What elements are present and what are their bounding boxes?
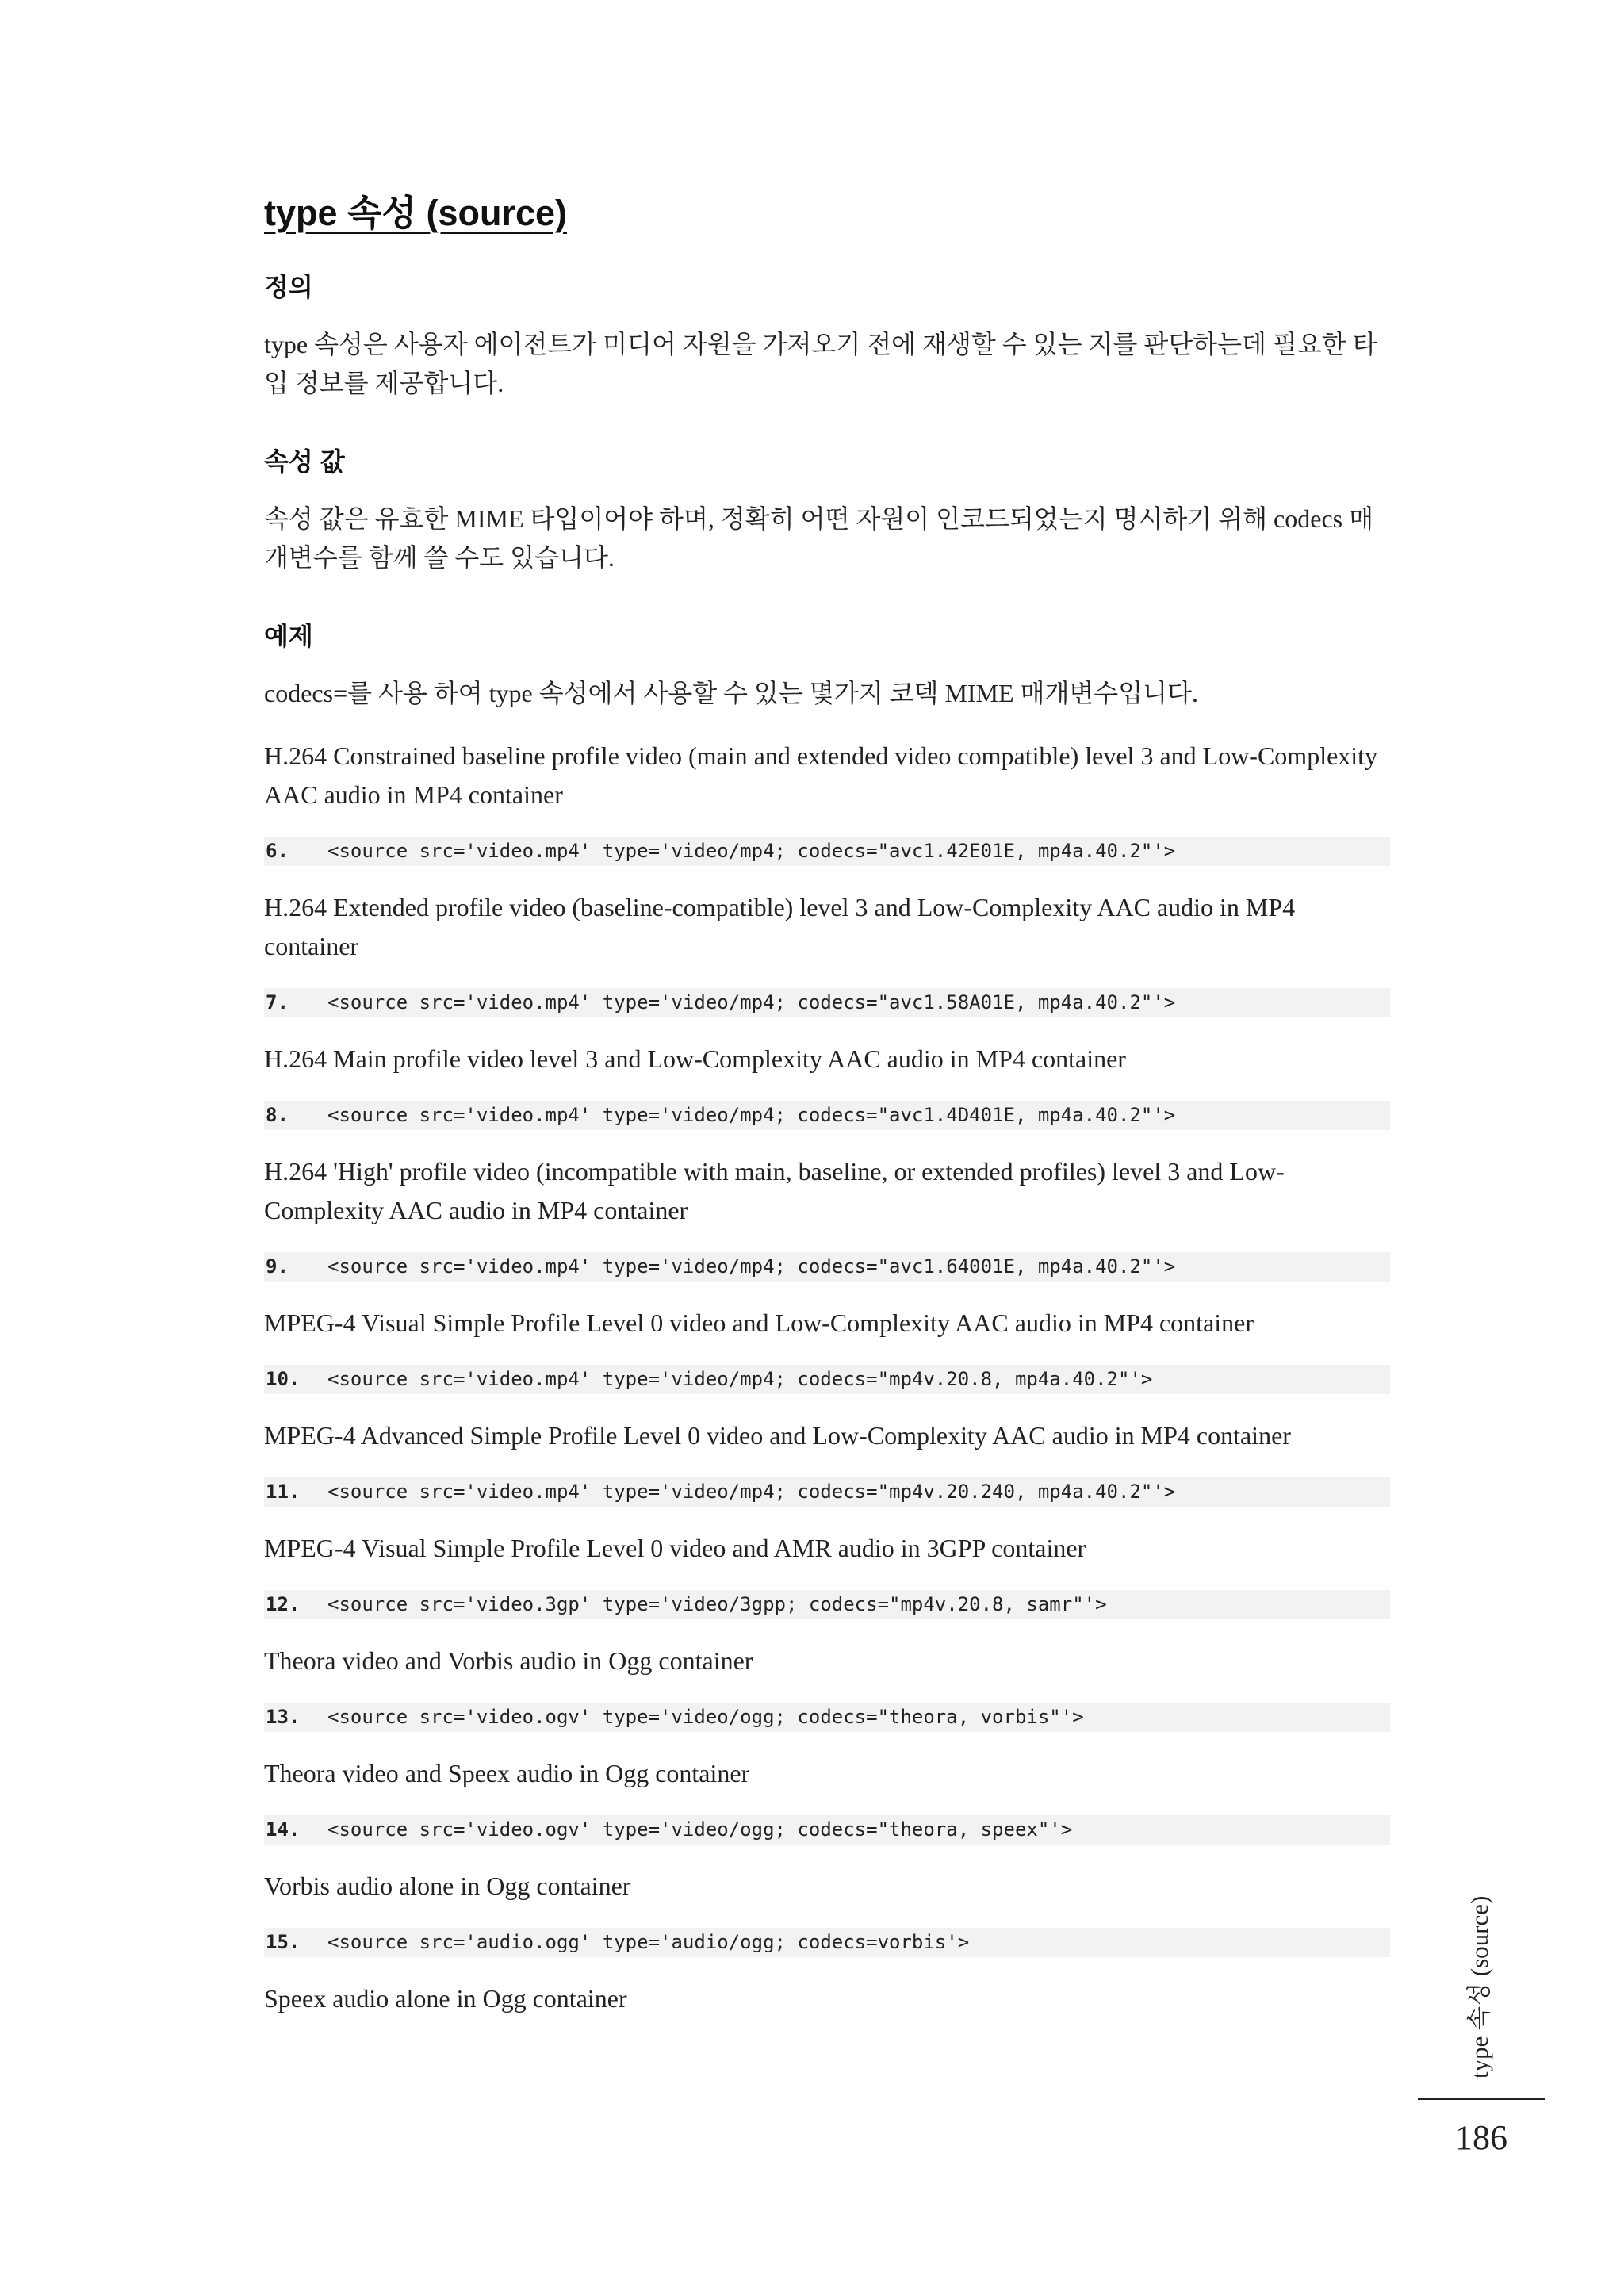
code-line (264, 1590, 1390, 1619)
attribute-value-heading: 속성 값 (264, 447, 345, 476)
final-example-description: Speex audio alone in Ogg container (264, 1984, 627, 2013)
example-item (264, 1304, 1390, 1394)
code-text: <source src='video.ogv' type='video/ogg; codecs="theora, vorbis"'> (327, 1706, 1084, 1728)
code-line (264, 1928, 1390, 1957)
code-line (264, 837, 1390, 866)
example-item (264, 1152, 1390, 1282)
code-line (264, 1365, 1390, 1394)
code-text: <source src='video.mp4' type='video/mp4; codecs="avc1.64001E, mp4a.40.2"'> (327, 1255, 1176, 1278)
definition-heading: 정의 (264, 273, 313, 301)
page-title: type 속성 (source) (264, 193, 568, 233)
code-line-number: 15. (266, 1931, 301, 1953)
attribute-value-text: 속성 값은 유효한 MIME 타입이어야 하며, 정확히 어떤 자원이 인코드되었는지 명시하기 위해 codecs 매개변수를 함께 쓸 수도 있습니다. (264, 504, 1374, 572)
code-line-number: 7. (266, 991, 289, 1013)
code-line (264, 1477, 1390, 1507)
code-text: <source src='video.mp4' type='video/mp4; codecs="avc1.4D401E, mp4a.40.2"'> (327, 1104, 1176, 1126)
example-description: H.264 Main profile video level 3 and Low-Complexity AAC audio in MP4 container (264, 1044, 1126, 1073)
code-line (264, 1815, 1390, 1845)
example-item (264, 1642, 1390, 1732)
example-intro: codecs=를 사용 하여 type 속성에서 사용할 수 있는 몇가지 코덱 MIME 매개변수입니다. (264, 679, 1198, 707)
example-description: MPEG-4 Visual Simple Profile Level 0 video and AMR audio in 3GPP container (264, 1534, 1086, 1562)
example-description: H.264 Constrained baseline profile video (main and extended video compatible) level 3 and Low-Complexity AAC audio in MP4 container (264, 741, 1378, 809)
example-description: Theora video and Vorbis audio in Ogg container (264, 1646, 753, 1675)
side-tab-label: type 속성 (source) (1465, 1895, 1493, 2079)
page-number: 186 (1455, 2118, 1507, 2157)
example-description: MPEG-4 Visual Simple Profile Level 0 video and Low-Complexity AAC audio in MP4 container (264, 1308, 1254, 1337)
code-text: <source src='video.3gp' type='video/3gpp; codecs="mp4v.20.8, samr"'> (327, 1593, 1107, 1615)
code-line (264, 1252, 1390, 1282)
example-item (264, 1416, 1390, 1507)
example-item (264, 888, 1390, 1017)
example-item (264, 1867, 1390, 1957)
code-line (264, 988, 1390, 1017)
example-description: H.264 Extended profile video (baseline-compatible) level 3 and Low-Complexity AAC audio in MP4 container (264, 893, 1296, 960)
code-line-number: 8. (266, 1104, 289, 1126)
example-item (264, 1754, 1390, 1845)
example-item (264, 1040, 1390, 1130)
code-line-number: 6. (266, 840, 289, 862)
code-line (264, 1101, 1390, 1130)
code-text: <source src='video.mp4' type='video/mp4; codecs="avc1.42E01E, mp4a.40.2"'> (327, 840, 1176, 862)
document-body (264, 189, 1390, 2040)
code-text: <source src='video.mp4' type='video/mp4; codecs="mp4v.20.240, mp4a.40.2"'> (327, 1481, 1176, 1503)
example-heading: 예제 (264, 622, 313, 650)
example-item (264, 737, 1390, 866)
code-line-number: 14. (266, 1818, 301, 1841)
code-text: <source src='video.ogv' type='video/ogg; codecs="theora, speex"'> (327, 1818, 1073, 1841)
code-line (264, 1703, 1390, 1732)
footer-divider (1418, 2098, 1545, 2100)
code-line-number: 13. (266, 1706, 301, 1728)
code-line-number: 10. (266, 1368, 301, 1390)
code-line-number: 11. (266, 1481, 301, 1503)
definition-text: type 속성은 사용자 에이전트가 미디어 자원을 가져오기 전에 재생할 수 있는 지를 판단하는데 필요한 타입 정보를 제공합니다. (264, 330, 1377, 397)
example-description: Vorbis audio alone in Ogg container (264, 1872, 631, 1900)
side-tab (1418, 1868, 1545, 2098)
example-description: H.264 'High' profile video (incompatible with main, baseline, or extended profiles) level 3 and Low-Complexity AAC audio in MP4 container (264, 1157, 1285, 1224)
code-text: <source src='video.mp4' type='video/mp4; codecs="avc1.58A01E, mp4a.40.2"'> (327, 991, 1176, 1013)
example-item (264, 1529, 1390, 1619)
code-line-number: 12. (266, 1593, 301, 1615)
example-description: Theora video and Speex audio in Ogg container (264, 1759, 750, 1787)
example-description: MPEG-4 Advanced Simple Profile Level 0 video and Low-Complexity AAC audio in MP4 container (264, 1421, 1291, 1450)
code-text: <source src='video.mp4' type='video/mp4; codecs="mp4v.20.8, mp4a.40.2"'> (327, 1368, 1153, 1390)
code-text: <source src='audio.ogg' type='audio/ogg; codecs=vorbis'> (327, 1931, 970, 1953)
code-line-number: 9. (266, 1255, 289, 1278)
